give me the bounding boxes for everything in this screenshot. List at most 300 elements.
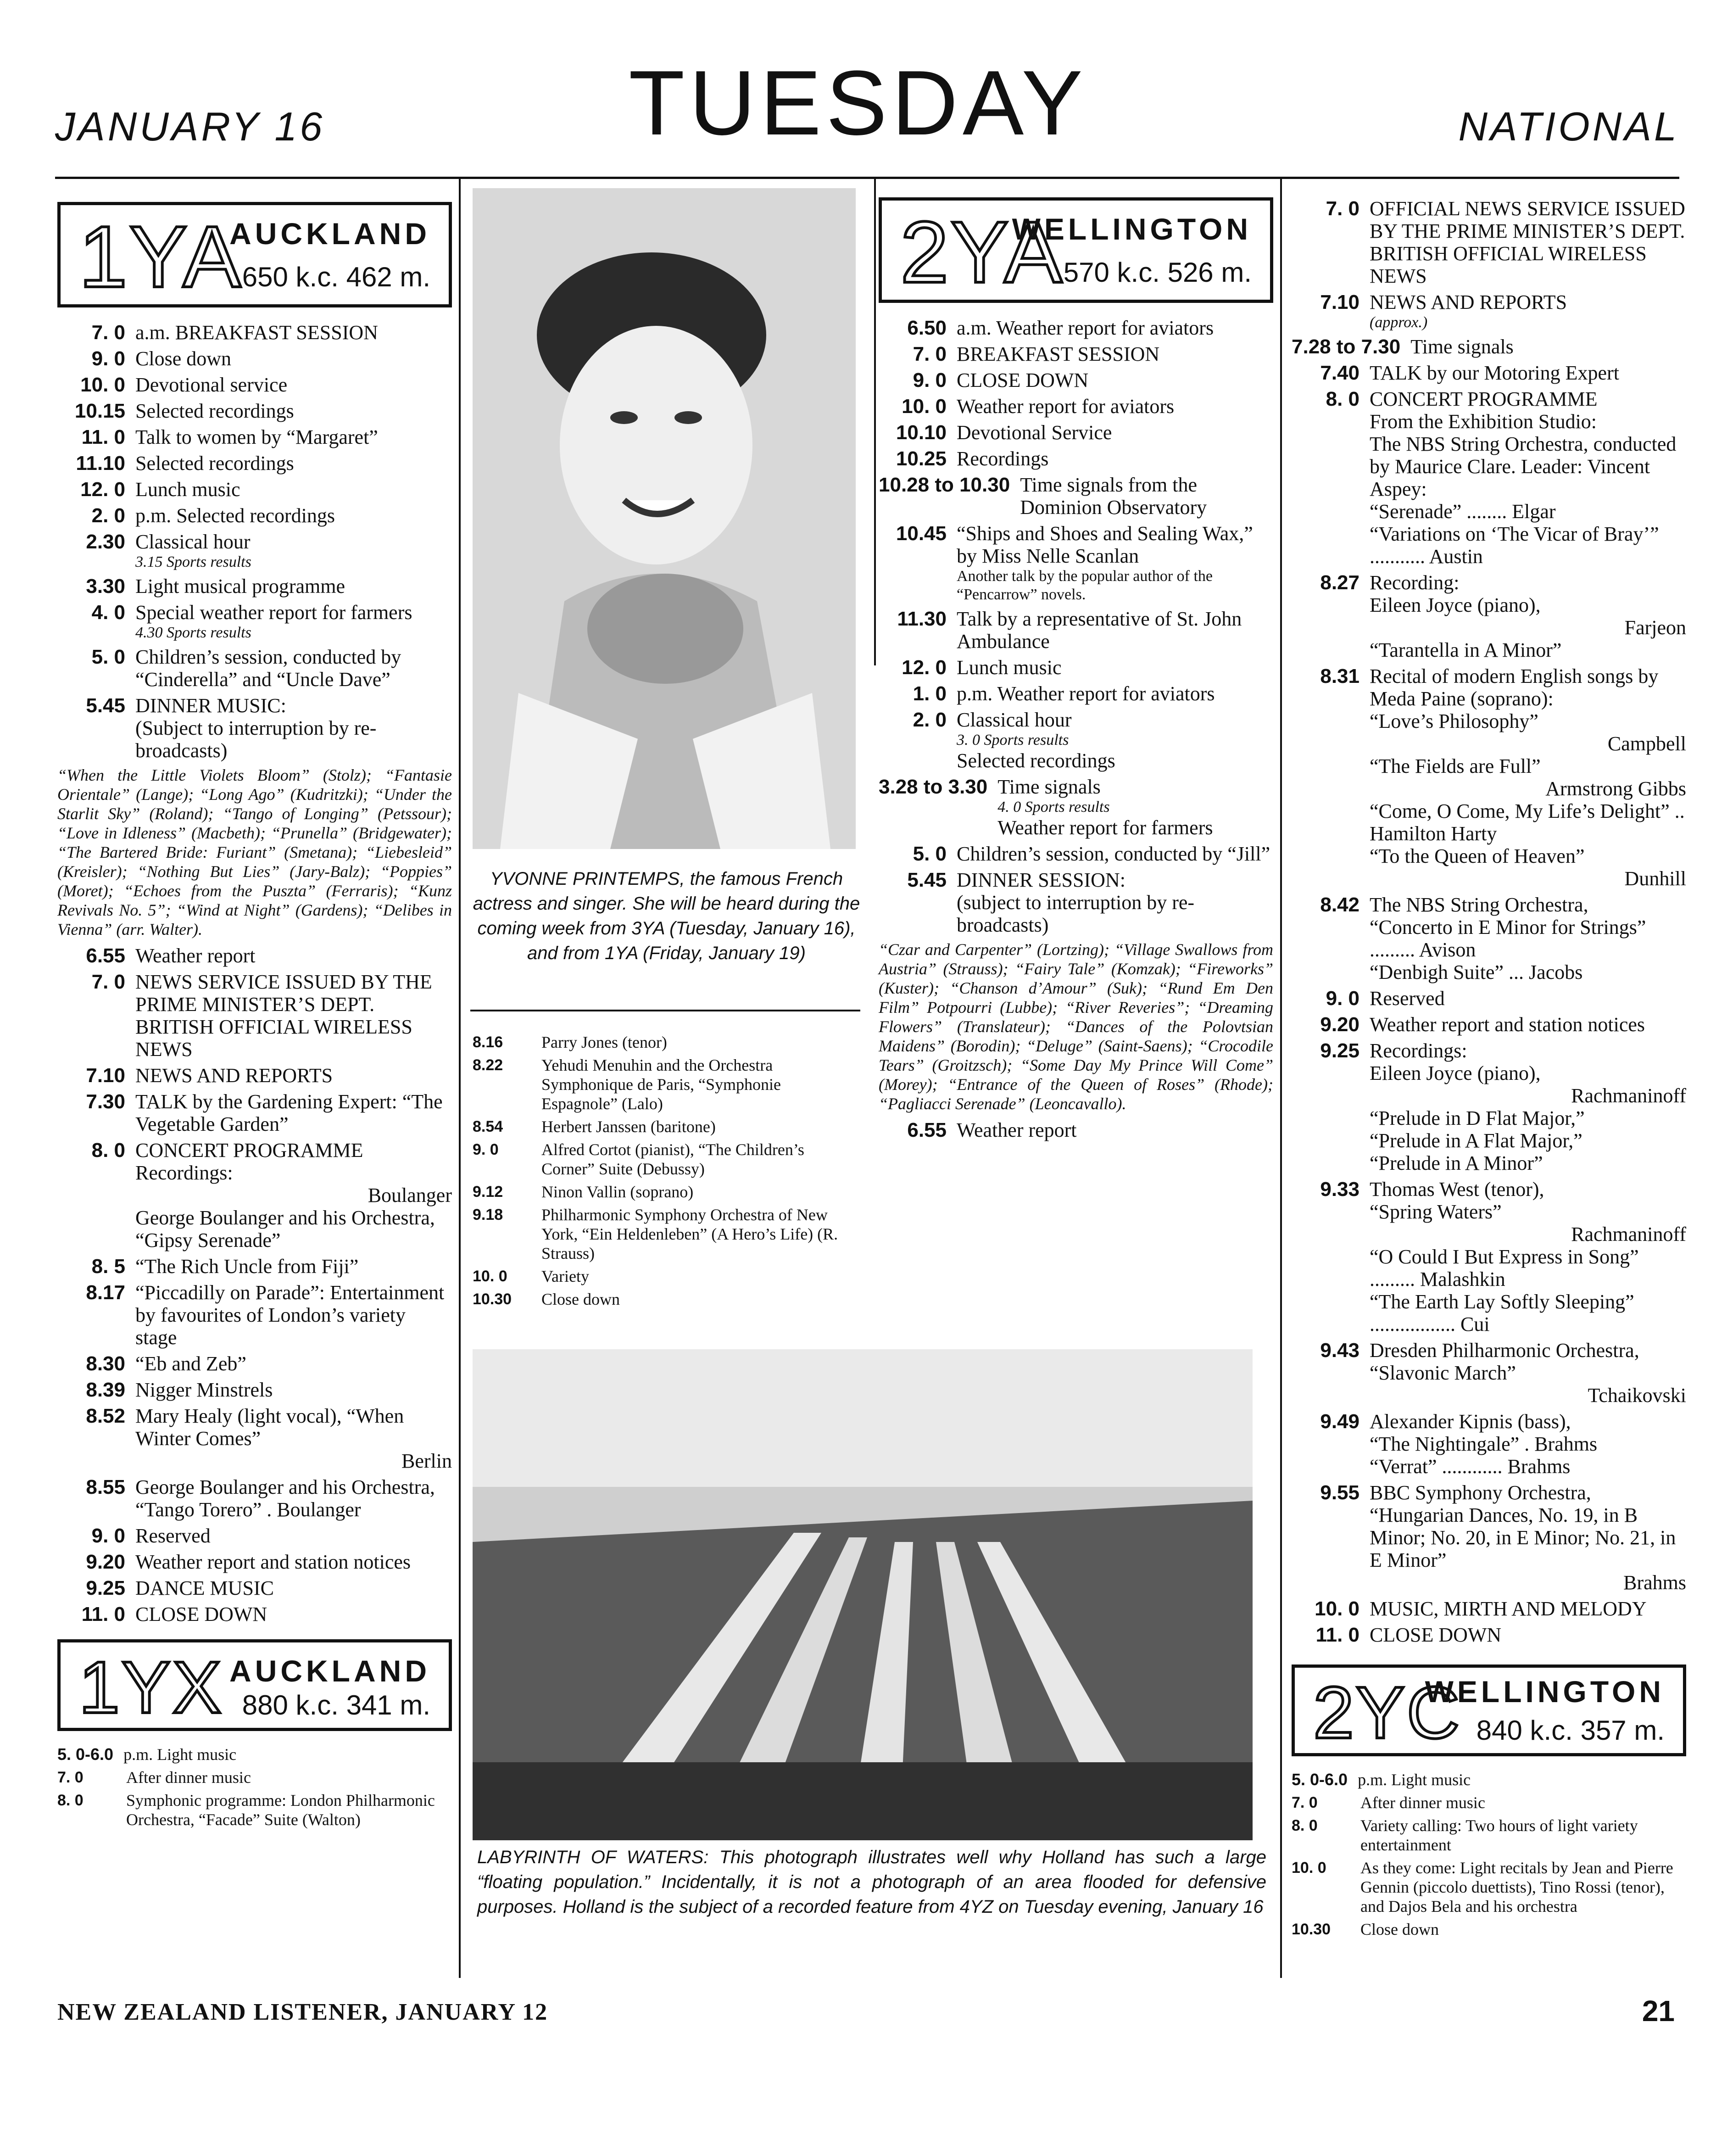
programme-d3: “Tarantella in A Minor” [1370,639,1562,661]
programme-r: Tchaikovski [1588,1384,1686,1407]
programme-details [957,682,1273,705]
programme-d: Dresden Philharmonic Orchestra, [1370,1339,1639,1362]
programme-d: Classical hour [135,531,251,553]
programme-row [879,682,1273,705]
programme-d: p.m. Light music [123,1745,237,1764]
programme-time: 9.20 [1320,1013,1359,1036]
holland-caption: LABYRINTH OF WATERS: This photograph illustrates well why Holland has such a large “floating population.” Incidentally, it is not a photograph of an area flooded for defensive purposes. Holland is the subject of a recorded feature from 4YZ on Tuesday evening, January 16 [477,1847,1266,1917]
programme-row [473,1205,858,1263]
programme-time: 5.45 [86,694,125,717]
page-number: 21 [1642,1994,1675,2028]
programme-row [57,1255,452,1278]
programme-d: p.m. Weather report for aviators [957,682,1215,705]
programme-time: 8.17 [86,1281,125,1304]
programme-row [879,395,1273,418]
programme-d: Time signals [997,776,1101,798]
aerial-landscape-illustration [473,1349,1253,1840]
programme-d: Alfred Cortot (pianist), “The Children’s Corner” Suite (Debussy) [541,1140,804,1178]
programme-d: Ninon Vallin (soprano) [541,1183,694,1201]
programme-row [1292,388,1686,568]
programme-details [126,1768,452,1787]
programme-time: 4. 0 [91,601,125,624]
programme-details [1370,665,1686,890]
programme-d4: “The Earth Lay Softly Sleeping” ................. Cui [1370,1290,1634,1335]
programme-details [135,347,452,370]
programme-d: OFFICIAL NEWS SERVICE ISSUED BY THE PRIME MINISTER’S DEPT. BRITISH OFFICIAL WIRELESS NEWS [1370,197,1685,287]
programme-d3: The NBS String Orchestra, conducted by Maurice Clare. Leader: Vincent Aspey: [1370,433,1677,500]
station-city: WELLINGTON [1425,1675,1665,1709]
programme-d2: “Tango Torero” . Boulanger [135,1498,361,1521]
programme-time: 7. 0 [91,971,125,993]
programme-d3: “Verrat” ............ Brahms [1370,1455,1571,1478]
programme-row [57,1603,452,1625]
programme-details [135,694,452,762]
programme-d: Reserved [1370,987,1445,1010]
programme-d: Time signals [1410,335,1514,358]
programme-details [1360,1793,1686,1812]
programme-details [1370,388,1686,568]
column-rule [874,179,876,665]
programme-row [57,1476,452,1521]
programme-note: Another talk by the popular author of the “Pencarrow” novels. [957,568,1213,603]
station-city: AUCKLAND [229,1654,430,1688]
programme-row [1292,1481,1686,1594]
programme-row [57,1064,452,1087]
portrait-photo [473,188,856,849]
column-2ya-continued [1292,197,1686,1943]
programme-d: Recordings [957,447,1049,470]
programme-d: Herbert Janssen (baritone) [541,1117,716,1136]
programme-details [957,709,1273,772]
programme-d: CONCERT PROGRAMME [1370,388,1598,410]
programme-time: 1. 0 [913,682,947,705]
programme-row [1292,197,1686,287]
programme-time: 9. 0 [1326,987,1359,1010]
programme-details [135,1525,452,1547]
programme-row [57,1379,452,1401]
programme-details [1370,571,1686,661]
station-call: 1YA [79,208,243,306]
programme-d: Symphonic programme: London Philharmonic Orchestra, “Facade” Suite (Walton) [126,1791,435,1829]
programme-details [1370,1481,1686,1594]
programme-time: 5. 0 [91,646,125,668]
programme-d4: “Gipsy Serenade” [135,1229,281,1251]
programme-row [1292,1624,1686,1646]
programme-row [57,646,452,691]
programme-details [135,531,452,571]
programme-time: 6.50 [907,317,947,339]
header-rule [55,177,1679,179]
programme-row [879,1119,1273,1141]
programme-d: The NBS String Orchestra, [1370,894,1588,916]
programme-time: 8.30 [86,1352,125,1375]
programme-d2: “The Nightingale” . Brahms [1370,1433,1598,1455]
programme-row [57,694,452,762]
programme-d2: Eileen Joyce (piano), [1370,1062,1541,1084]
programme-row [1292,987,1686,1010]
programme-r: Rachmaninoff [1571,1084,1686,1107]
programme-d2: “Hungarian Dances, No. 19, in B Minor; No. 20, in E Minor; No. 21, in E Minor” [1370,1504,1676,1571]
programme-time: 7. 0 [1292,1794,1318,1811]
programme-d3: “Denbigh Suite” ... Jacobs [1370,961,1583,983]
programme-d: Variety [541,1267,589,1285]
programme-time: 8. 0 [1292,1817,1318,1834]
programme-details [1358,1770,1686,1789]
programme-time: 11. 0 [81,1603,125,1625]
programme-time: 5. 0 [913,843,947,865]
programme-d: Devotional service [135,374,288,396]
programme-row [879,447,1273,470]
programme-d: Selected recordings [135,400,294,422]
programme-time: 7. 0 [1326,197,1359,220]
programme-d: Yehudi Menuhin and the Orchestra Symphonique de Paris, “Symphonie Espagnole” (Lalo) [541,1056,781,1113]
programme-row [1292,1858,1686,1916]
programme-row [1292,1178,1686,1335]
programme-row [1292,362,1686,384]
programme-details [135,1603,452,1625]
programme-details [541,1205,858,1263]
programme-details [135,944,452,967]
programme-d3: “Prelude in D Flat Major,” [1370,1107,1585,1129]
programme-time: 9. 0 [473,1141,499,1158]
programme-d: DANCE MUSIC [135,1577,274,1599]
programme-d: After dinner music [126,1768,251,1787]
programme-time: 12. 0 [902,656,947,679]
programme-row [57,1525,452,1547]
column-2ya [879,197,1273,1145]
programme-details [135,1405,452,1472]
programme-d: Thomas West (tenor), [1370,1178,1544,1201]
programme-row [473,1267,858,1286]
programme-details [1370,1178,1686,1335]
programme-time: 6.55 [86,944,125,967]
programme-row [57,1577,452,1599]
programme-details [135,1139,452,1251]
programme-time: 2.30 [86,531,125,553]
programme-row [879,656,1273,679]
programme-time: 7.30 [86,1090,125,1113]
programme-time: 8. 0 [57,1792,84,1809]
programme-details [135,504,452,527]
programme-details [541,1033,858,1052]
programme-d: George Boulanger and his Orchestra, [135,1476,435,1498]
programme-details [1370,1624,1686,1646]
programme-time: 3.30 [86,575,125,598]
programme-d2: “Spring Waters” [1370,1201,1502,1223]
programme-details [135,1255,452,1278]
programme-row [473,1056,858,1113]
programme-details [1370,1410,1686,1478]
programme-row [57,400,452,422]
programme-time: 7.10 [86,1064,125,1087]
column-3ya-continued [473,1033,858,1313]
programme-details [135,1551,452,1573]
programme-d: BBC Symphony Orchestra, [1370,1481,1591,1504]
programme-d: Parry Jones (tenor) [541,1033,667,1051]
programme-details [957,869,1273,936]
programme-details [1360,1920,1686,1939]
programme-d: Weather report for aviators [957,395,1175,418]
programme-d2: Weather report for farmers [997,816,1213,839]
programme-d: “The Rich Uncle from Fiji” [135,1255,359,1278]
programme-row [57,1090,452,1135]
programme-details [957,656,1273,679]
programme-details [957,421,1273,444]
programme-time: 11.30 [897,608,947,630]
programme-d2: “Concerto in E Minor for Strings” ......... Avison [1370,916,1646,961]
programme-details [957,317,1273,339]
programme-time: 9.33 [1320,1178,1359,1201]
programme-details [1410,335,1686,358]
programme-details [1370,1339,1686,1407]
programme-details [135,374,452,396]
programme-d: Close down [541,1290,620,1308]
programme-row [1292,1410,1686,1478]
programme-r: Farjeon [1624,616,1686,639]
programme-time: 10.30 [473,1290,512,1308]
programme-details [135,1064,452,1087]
station-box-1yx [57,1639,452,1731]
programme-row [879,608,1273,653]
programme-sub: 4. 0 Sports results [997,799,1110,815]
station-box-2yc [1292,1664,1686,1756]
programme-d: Classical hour [957,709,1072,731]
programme-row [57,1281,452,1349]
programme-row [1292,1770,1686,1789]
programme-time: 8.27 [1320,571,1359,594]
programme-row [1292,1013,1686,1036]
programme-d: “Ships and Shoes and Sealing Wax,” by Miss Nelle Scanlan [957,522,1253,567]
programme-row [1292,894,1686,983]
programme-d: Recording: [1370,571,1460,594]
programme-details [541,1056,858,1113]
programme-time: 10. 0 [902,395,947,418]
programme-row [57,1139,452,1251]
programme-details [135,400,452,422]
programme-time: 9.20 [86,1551,125,1573]
programme-row [1292,1597,1686,1620]
programme-time: 2. 0 [91,504,125,527]
programme-time: 7.28 to 7.30 [1292,335,1401,358]
programme-sub: (approx.) [1370,314,1428,331]
programme-row [57,504,452,527]
programme-time: 7.40 [1320,362,1359,384]
programme-time: 8.42 [1320,894,1359,916]
programme-d2: Eileen Joyce (piano), [1370,594,1541,616]
programme-d: Nigger Minstrels [135,1379,273,1401]
programme-d: Lunch music [135,478,240,501]
programme-row [473,1290,858,1309]
programme-d: NEWS AND REPORTS [135,1064,333,1087]
programme-d: Children’s session, conducted by “Cinderella” and “Uncle Dave” [135,646,401,691]
programme-d: a.m. Weather report for aviators [957,317,1214,339]
programme-details [126,1791,452,1829]
programme-d: Variety calling: Two hours of light variety entertainment [1360,1816,1638,1854]
holland-photo [473,1349,1253,1840]
programme-d: Philharmonic Symphony Orchestra of New York, “Ein Heldenleben” (A Hero’s Life) (R. Strauss) [541,1206,838,1262]
programme-row [473,1140,858,1179]
programme-time: 9.25 [1320,1039,1359,1062]
header-day: TUESDAY [629,52,1087,154]
programme-details [135,321,452,344]
programme-row [1292,1816,1686,1854]
programme-d: NEWS AND REPORTS [1370,291,1567,313]
programme-d2: From the Exhibition Studio: [1370,410,1597,433]
programme-d: Selected recordings [135,452,294,475]
programme-row [57,531,452,571]
programme-details [957,369,1273,391]
programme-d2: (subject to interruption by re-broadcasts) [957,891,1195,936]
programme-row [1292,1920,1686,1939]
station-freq: 840 k.c. 357 m. [1476,1715,1665,1746]
programme-time: 5. 0-6.0 [1292,1770,1348,1789]
programme-d: “Eb and Zeb” [135,1352,246,1375]
programme-sub: 3.15 Sports results [135,553,251,570]
programme-time: 10.30 [1292,1921,1331,1938]
programme-row [879,869,1273,936]
station-box-1ya [57,202,452,307]
programme-row [57,944,452,967]
programme-row [879,709,1273,772]
programme-d: CONCERT PROGRAMME [135,1139,363,1162]
programme-row [879,421,1273,444]
programme-d: CLOSE DOWN [135,1603,267,1625]
programme-d: Children’s session, conducted by “Jill” [957,843,1270,865]
programme-d5: “Variations on ‘The Vicar of Bray’” ........... Austin [1370,523,1659,568]
footer-publication: NEW ZEALAND LISTENER, JANUARY 12 [57,1999,548,2025]
programme-d5: “To the Queen of Heaven” [1370,845,1585,867]
programme-title: Weather report [957,1119,1077,1141]
programme-d: Special weather report for farmers [135,601,412,624]
station-city: WELLINGTON [1012,212,1252,246]
programme-time: 7.10 [1320,291,1359,313]
programme-d2: Selected recordings [957,749,1115,772]
programme-time: 5. 0-6.0 [57,1745,114,1764]
programme-details [541,1117,858,1136]
programme-row [57,478,452,501]
programme-details [541,1290,858,1309]
programme-details [957,843,1273,865]
programme-time: 10.15 [74,400,125,422]
station-call: 2YC [1313,1671,1462,1754]
programme-time: 8.54 [473,1118,503,1135]
programme-time: 10.25 [896,447,947,470]
programme-row [57,1352,452,1375]
programme-time: 8.22 [473,1056,503,1074]
programme-time: 7. 0 [913,343,947,365]
programme-d3: “O Could I But Express in Song” ......... Malashkin [1370,1246,1639,1290]
programme-time: 7. 0 [57,1769,84,1786]
programme-d: Reserved [135,1525,211,1547]
programme-details [135,1577,452,1599]
programme-time: 7. 0 [91,321,125,344]
programme-details [957,343,1273,365]
programme-row [1292,1793,1686,1812]
programme-details [1370,987,1686,1010]
programme-row [879,317,1273,339]
programme-details [1020,474,1273,519]
programme-details [123,1745,452,1764]
programme-row [473,1182,858,1201]
programme-d: MUSIC, MIRTH AND MELODY [1370,1597,1647,1620]
programme-details [135,1476,452,1521]
programme-time: 8.31 [1320,665,1359,687]
column-rule [1280,179,1282,1978]
programme-details [135,601,452,642]
programme-time: 12. 0 [80,478,125,501]
caption-rule [470,1010,860,1011]
programme-d: CLOSE DOWN [957,369,1089,391]
programme-row [879,522,1273,604]
programme-r: Rachmaninoff [1571,1223,1686,1246]
programme-d: DINNER MUSIC: [135,694,286,717]
programme-row [1292,1039,1686,1174]
programme-d: Weather report and station notices [135,1551,411,1573]
programme-details [1370,1013,1686,1036]
column-1yа [57,202,452,1833]
programme-time: 10.45 [896,522,947,545]
programme-r: Berlin [401,1450,452,1472]
programme-d: Time signals from the Dominion Observatory [1020,474,1207,519]
column-rule [459,179,461,1978]
programme-row [57,452,452,475]
programme-d: “Piccadilly on Parade”: Entertainment by favourites of London’s variety stage [135,1281,445,1349]
programme-d: TALK by our Motoring Expert [1370,362,1619,384]
programme-time: 9.49 [1320,1410,1359,1433]
programme-details [957,447,1273,470]
programme-d: As they come: Light recitals by Jean and Pierre Gennin (piccolo duettists), Tino Rossi (tenor), and Dajos Bela and his orchestra [1360,1859,1673,1916]
programme-row [1292,1339,1686,1407]
programme-time: 8.16 [473,1033,503,1051]
programme-d: BREAKFAST SESSION [957,343,1160,365]
programme-d2: Recordings: [135,1162,233,1184]
programme-d: Close down [135,347,231,370]
programme-row [473,1033,858,1052]
programme-row [57,1745,452,1764]
programme-r: Campbell [1607,732,1686,755]
programme-r: Boulanger [368,1184,452,1206]
programme-r3: Dunhill [1624,867,1686,890]
programme-row [57,321,452,344]
programme-d: p.m. Selected recordings [135,504,335,527]
programme-d: Talk to women by “Margaret” [135,426,378,448]
programme-details [1370,362,1686,384]
programme-row [57,1768,452,1787]
programme-r2: Armstrong Gibbs [1545,777,1686,800]
programme-time: 6.55 [907,1119,947,1141]
programme-details [135,1379,452,1401]
programme-details [1360,1858,1686,1916]
programme-d: Alexander Kipnis (bass), [1370,1410,1571,1433]
programme-details [541,1267,858,1286]
programme-time: 11.10 [76,452,125,475]
programme-row [879,474,1273,519]
programme-row [57,971,452,1061]
programme-details [541,1140,858,1179]
station-box-2ya [879,197,1273,303]
programme-time: 9.25 [86,1577,125,1599]
header-date: JANUARY 16 [55,104,325,149]
programme-row [879,343,1273,365]
programme-time: 8.52 [86,1405,125,1427]
programme-row [1292,571,1686,661]
programme-details [135,478,452,501]
programme-row [879,776,1273,839]
programme-d: Mary Healy (light vocal), “When Winter Comes” [135,1405,404,1450]
programme-details [1370,1039,1686,1174]
programme-time: 8. 0 [91,1139,125,1162]
programme-time: 10. 0 [473,1268,507,1285]
